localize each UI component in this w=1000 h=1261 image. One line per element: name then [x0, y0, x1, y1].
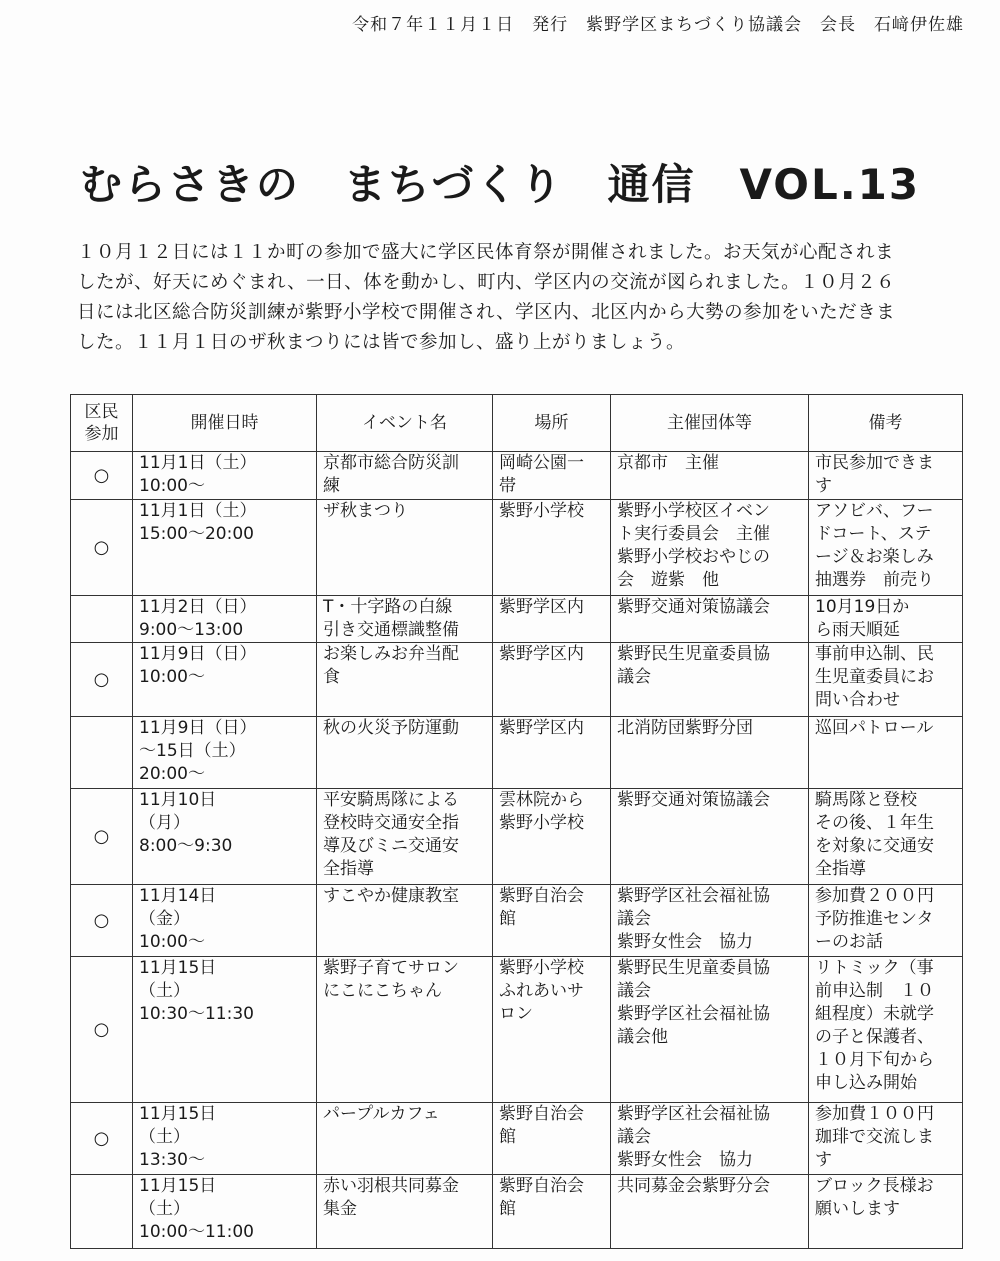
event-notes-line: 願いします	[815, 1199, 900, 1219]
event-place-line: 紫野自治会	[499, 886, 584, 906]
intro-paragraph	[77, 238, 957, 358]
event-name-line: 秋の火災予防運動	[323, 718, 459, 738]
event-notes-line: リトミック（事	[815, 958, 934, 978]
event-notes-line: 組程度）未就学	[815, 1004, 934, 1024]
event-notes	[809, 1103, 963, 1175]
event-name-line: 導及びミニ交通安	[323, 836, 459, 856]
event-notes-line: す	[815, 476, 832, 496]
event-place	[493, 1175, 611, 1249]
issue-line: 令和７年１１月１日 発行 紫野学区まちづくり協議会 会長 石﨑伊佐雄	[352, 15, 964, 35]
event-organizer-line: 議会	[617, 909, 651, 929]
header-datetime: 開催日時	[133, 395, 317, 452]
event-place	[493, 885, 611, 957]
event-name	[317, 1175, 493, 1249]
event-name	[317, 500, 493, 596]
header-participation-line2: 参加	[84, 424, 119, 444]
event-organizer	[611, 1103, 809, 1175]
event-notes-line: 参加費１００円	[815, 1104, 934, 1124]
event-name-line: 引き交通標識整備	[323, 620, 459, 640]
event-place-line: 雲林院から	[499, 790, 584, 810]
event-datetime-line: 11月1日（土）	[139, 453, 257, 473]
event-name	[317, 885, 493, 957]
event-datetime-line: 20:00～	[139, 764, 205, 784]
event-organizer	[611, 885, 809, 957]
event-datetime	[133, 957, 317, 1103]
event-datetime	[133, 1175, 317, 1249]
participation-mark: ○	[71, 885, 133, 957]
event-organizer-line: 紫野交通対策協議会	[617, 790, 770, 810]
event-datetime-line: 11月15日	[139, 1176, 217, 1196]
header-event: イベント名	[317, 395, 493, 452]
event-organizer	[611, 957, 809, 1103]
header-place: 場所	[493, 395, 611, 452]
event-place-line: 館	[499, 1199, 516, 1219]
event-datetime-line: 10:30～11:30	[139, 1004, 254, 1024]
event-datetime-line: 11月15日	[139, 1104, 217, 1124]
event-notes-line: 事前申込制、民	[815, 644, 934, 664]
event-place-line: ふれあいサ	[499, 981, 584, 1001]
event-notes-line: 巡回パトロール	[815, 718, 934, 738]
event-datetime-line: 9:00～13:00	[139, 620, 244, 640]
participation-mark	[71, 1175, 133, 1249]
event-notes-line: ブロック長様お	[815, 1176, 934, 1196]
table-row	[71, 957, 963, 1103]
event-organizer-line: 紫野学区社会福祉協	[617, 1004, 770, 1024]
event-place-line: ロン	[499, 1004, 533, 1024]
event-notes-line: を対象に交通安	[815, 836, 934, 856]
event-datetime-line: 10:00～	[139, 932, 205, 952]
participation-mark: ○	[71, 452, 133, 500]
event-datetime	[133, 596, 317, 643]
event-organizer-line: 紫野学区社会福祉協	[617, 886, 770, 906]
event-name-line: にこにこちゃん	[323, 981, 442, 1001]
event-notes-line: アソビバ、フー	[815, 501, 934, 521]
table-row	[71, 885, 963, 957]
event-datetime-line: 11月9日（日）	[139, 718, 257, 738]
table-row	[71, 452, 963, 500]
event-name-line: すこやか健康教室	[323, 886, 459, 906]
event-organizer	[611, 717, 809, 789]
event-datetime	[133, 1103, 317, 1175]
event-name-line: パープルカフェ	[323, 1104, 440, 1124]
event-name	[317, 643, 493, 717]
event-organizer-line: 紫野交通対策協議会	[617, 597, 770, 617]
event-place	[493, 789, 611, 885]
event-organizer-line: 会 遊紫 他	[617, 570, 719, 590]
event-name-line: お楽しみお弁当配	[323, 644, 459, 664]
event-name-line: 京都市総合防災訓	[323, 453, 459, 473]
event-place	[493, 717, 611, 789]
event-organizer-line: 北消防団紫野分団	[617, 718, 753, 738]
event-organizer-line: 紫野民生児童委員協	[617, 644, 770, 664]
participation-mark: ○	[71, 500, 133, 596]
event-place-line: 紫野自治会	[499, 1176, 584, 1196]
event-datetime-line: 11月2日（日）	[139, 597, 257, 617]
event-name	[317, 957, 493, 1103]
event-place-line: 帯	[499, 476, 516, 496]
event-notes-line: 10月19日か	[815, 597, 910, 617]
event-name-line: 登校時交通安全指	[323, 813, 459, 833]
event-organizer	[611, 596, 809, 643]
event-notes-line: す	[815, 1150, 832, 1170]
event-datetime-line: 15:00～20:00	[139, 524, 254, 544]
event-organizer-line: 紫野小学校区イベン	[617, 501, 770, 521]
event-notes-line: ーのお話	[815, 932, 883, 952]
event-name-line: 集金	[323, 1199, 357, 1219]
event-place	[493, 452, 611, 500]
event-organizer-line: 紫野女性会 協力	[617, 1150, 753, 1170]
event-place-line: 紫野学区内	[499, 597, 584, 617]
event-notes-line: 申し込み開始	[815, 1073, 917, 1093]
table-row	[71, 717, 963, 789]
event-datetime-line: 10:00～11:00	[139, 1222, 254, 1242]
header-participation-line1: 区民	[84, 402, 119, 422]
table-header-row	[71, 395, 963, 452]
event-organizer-line: ト実行委員会 主催	[617, 524, 770, 544]
participation-mark	[71, 596, 133, 643]
event-place-line: 紫野学区内	[499, 644, 584, 664]
event-notes	[809, 1175, 963, 1249]
event-name	[317, 452, 493, 500]
event-organizer-line: 共同募金会紫野分会	[617, 1176, 770, 1196]
event-datetime	[133, 452, 317, 500]
event-datetime-line: 11月15日	[139, 958, 217, 978]
participation-mark: ○	[71, 957, 133, 1103]
event-name-line: T・十字路の白線	[323, 597, 453, 617]
table-row	[71, 1103, 963, 1175]
event-notes-line: ージ＆お楽しみ	[815, 547, 934, 567]
header-organizer: 主催団体等	[611, 395, 809, 452]
event-name-line: 練	[323, 476, 340, 496]
event-datetime	[133, 643, 317, 717]
event-notes-line: 問い合わせ	[815, 690, 900, 710]
event-place-line: 紫野小学校	[499, 958, 584, 978]
event-notes	[809, 789, 963, 885]
event-datetime-line: 8:00～9:30	[139, 836, 233, 856]
event-place-line: 館	[499, 1127, 516, 1147]
event-organizer-line: 議会	[617, 981, 651, 1001]
event-notes-line: の子と保護者、	[815, 1027, 934, 1047]
intro-line: した。１１月１日のザ秋まつりには皆で参加し、盛り上がりましょう。	[77, 332, 686, 353]
event-datetime-line: （金）	[139, 909, 190, 929]
event-notes-line: １０月下旬から	[815, 1050, 934, 1070]
event-notes-line: 抽選券 前売り	[815, 570, 934, 590]
event-place-line: 館	[499, 909, 516, 929]
event-name-line: 平安騎馬隊による	[323, 790, 459, 810]
event-datetime-line: 11月10日	[139, 790, 217, 810]
event-place	[493, 957, 611, 1103]
event-place-line: 岡崎公園一	[499, 453, 584, 473]
event-organizer-line: 京都市 主催	[617, 453, 719, 473]
event-datetime-line: （土）	[139, 981, 190, 1001]
event-notes	[809, 452, 963, 500]
participation-mark	[71, 717, 133, 789]
event-notes-line: 全指導	[815, 859, 866, 879]
participation-mark: ○	[71, 1103, 133, 1175]
event-notes	[809, 717, 963, 789]
event-place	[493, 1103, 611, 1175]
event-notes-line: ドコート、ステ	[815, 524, 932, 544]
event-datetime	[133, 717, 317, 789]
event-name-line: 全指導	[323, 859, 374, 879]
events-table-body	[71, 452, 963, 1249]
event-name	[317, 717, 493, 789]
event-place	[493, 596, 611, 643]
participation-mark: ○	[71, 789, 133, 885]
event-organizer	[611, 500, 809, 596]
event-name-line: 赤い羽根共同募金	[323, 1176, 459, 1196]
event-notes	[809, 957, 963, 1103]
event-organizer-line: 紫野民生児童委員協	[617, 958, 770, 978]
table-row	[71, 789, 963, 885]
event-notes-line: 珈琲で交流しま	[815, 1127, 934, 1147]
event-place	[493, 500, 611, 596]
event-notes	[809, 500, 963, 596]
event-organizer-line: 紫野学区社会福祉協	[617, 1104, 770, 1124]
event-datetime-line: 13:30～	[139, 1150, 205, 1170]
event-place-line: 紫野小学校	[499, 813, 584, 833]
event-organizer-line: 議会	[617, 667, 651, 687]
event-place-line: 紫野学区内	[499, 718, 584, 738]
events-table	[70, 394, 963, 1249]
newsletter-title: むらさきの まちづくり 通信 VOL.13	[79, 160, 921, 209]
intro-line: １０月１２日には１１か町の参加で盛大に学区民体育祭が開催されました。お天気が心配されま	[77, 242, 895, 263]
event-datetime-line: 11月9日（日）	[139, 644, 257, 664]
event-datetime-line: 10:00～	[139, 476, 205, 496]
header-participation	[71, 395, 133, 452]
header-notes: 備考	[809, 395, 963, 452]
event-notes-line: 予防推進センタ	[815, 909, 934, 929]
event-place	[493, 643, 611, 717]
event-place-line: 紫野自治会	[499, 1104, 584, 1124]
table-row	[71, 500, 963, 596]
event-datetime-line: （月）	[139, 813, 190, 833]
event-name	[317, 789, 493, 885]
event-organizer-line: 議会他	[617, 1027, 668, 1047]
intro-line: したが、好天にめぐまれ、一日、体を動かし、町内、学区内の交流が図られました。１０月２６	[77, 272, 896, 293]
event-name-line: 紫野子育てサロン	[323, 958, 459, 978]
event-datetime-line: （土）	[139, 1199, 190, 1219]
event-datetime-line: ～15日（土）	[139, 741, 246, 761]
event-datetime	[133, 885, 317, 957]
event-notes	[809, 643, 963, 717]
event-datetime-line: （土）	[139, 1127, 190, 1147]
event-name-line: ザ秋まつり	[323, 501, 408, 521]
event-notes-line: 生児童委員にお	[815, 667, 934, 687]
event-notes-line: 市民参加できま	[815, 453, 934, 473]
event-organizer	[611, 789, 809, 885]
event-datetime	[133, 789, 317, 885]
table-row	[71, 1175, 963, 1249]
event-name	[317, 1103, 493, 1175]
event-organizer-line: 議会	[617, 1127, 651, 1147]
event-notes-line: ら雨天順延	[815, 620, 900, 640]
table-row	[71, 596, 963, 643]
event-name	[317, 596, 493, 643]
event-notes-line: 参加費２００円	[815, 886, 934, 906]
event-datetime-line: 10:00～	[139, 667, 205, 687]
event-notes-line: 前申込制 １０	[815, 981, 934, 1001]
event-notes-line: その後、１年生	[815, 813, 934, 833]
event-datetime	[133, 500, 317, 596]
event-notes	[809, 885, 963, 957]
event-notes	[809, 596, 963, 643]
table-row	[71, 643, 963, 717]
intro-line: 日には北区総合防災訓練が紫野小学校で開催され、学区内、北区内から大勢の参加をいただきま	[77, 302, 896, 323]
event-organizer-line: 紫野小学校おやじの	[617, 547, 770, 567]
event-place-line: 紫野小学校	[499, 501, 584, 521]
event-organizer	[611, 643, 809, 717]
event-organizer-line: 紫野女性会 協力	[617, 932, 753, 952]
event-datetime-line: 11月14日	[139, 886, 217, 906]
event-organizer	[611, 1175, 809, 1249]
event-organizer	[611, 452, 809, 500]
event-datetime-line: 11月1日（土）	[139, 501, 257, 521]
participation-mark: ○	[71, 643, 133, 717]
event-name-line: 食	[323, 667, 340, 687]
event-notes-line: 騎馬隊と登校	[815, 790, 917, 810]
